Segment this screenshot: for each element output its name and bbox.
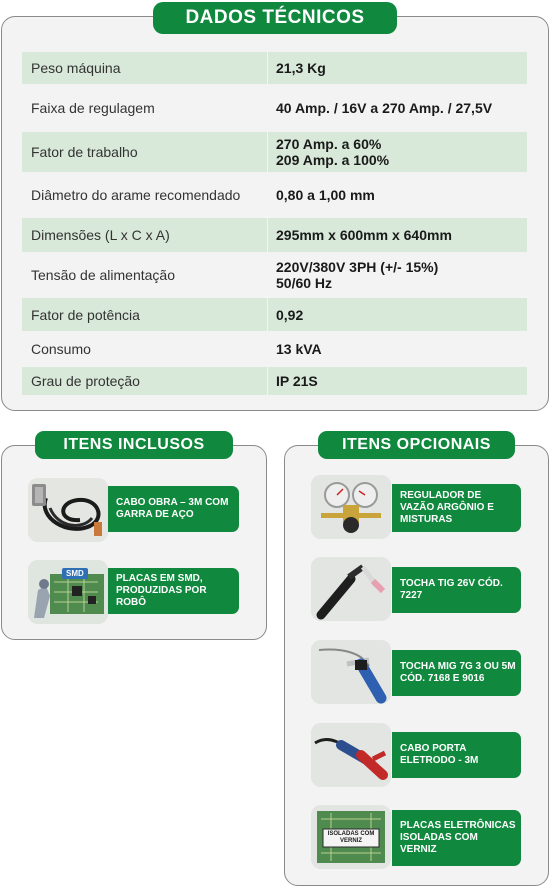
spec-label: Diâmetro do arame recomendado (31, 187, 241, 203)
varnish-badge: ISOLADAS COM VERNIZ (327, 831, 375, 844)
spec-value: 295mm x 600mm x 640mm (268, 218, 527, 252)
gas-regulator-icon (311, 475, 391, 539)
spec-label: Consumo (31, 341, 91, 357)
spec-value: 0,92 (268, 298, 527, 331)
spec-label: Fator de potência (22, 298, 267, 331)
specs-title: DADOS TÉCNICOS (153, 2, 397, 34)
optional-item-label: REGULADOR DE VAZÃO ARGÔNIO E MISTURAS (392, 484, 521, 532)
spec-value: 40 Amp. / 16V a 270 Amp. / 27,5V (276, 100, 493, 116)
spec-row-consumption (22, 333, 527, 365)
ground-clamp-cable-icon (28, 478, 108, 542)
spec-row-duty-cycle (22, 132, 527, 172)
optional-item-label: TOCHA TIG 26V CÓD. 7227 (392, 567, 521, 613)
spec-row-weight (22, 52, 527, 84)
spec-row-wire-diameter (22, 174, 527, 216)
optional-item-label: PLACAS ELETRÔNICAS ISOLADAS COM VERNIZ (392, 810, 521, 866)
spec-value: 13 kVA (276, 341, 322, 357)
varnished-board-icon (311, 805, 391, 869)
smd-badge: SMD (62, 568, 88, 579)
spec-row-protection (22, 367, 527, 395)
spec-label: Grau de proteção (22, 367, 267, 395)
spec-row-range (22, 86, 527, 130)
spec-label: Fator de trabalho (22, 132, 267, 172)
optional-item-label: CABO PORTA ELETRODO - 3M (392, 732, 521, 778)
included-item-label: CABO OBRA – 3M COM GARRA DE AÇO (108, 486, 239, 532)
tig-torch-icon (311, 557, 391, 621)
spec-label: Dimensões (L x C x A) (22, 218, 267, 252)
included-item-label: PLACAS EM SMD, PRODUZIDAS POR ROBÔ (108, 568, 239, 614)
spec-label: Peso máquina (22, 52, 267, 84)
electrode-holder-icon (311, 723, 391, 787)
mig-torch-icon (311, 640, 391, 704)
optional-item-label: TOCHA MIG 7G 3 OU 5M CÓD. 7168 E 9016 (392, 650, 521, 696)
spec-label: Tensão de alimentação (31, 267, 175, 283)
spec-value: 220V/380V 3PH (+/- 15%) 50/60 Hz (276, 259, 439, 291)
spec-value: 270 Amp. a 60% 209 Amp. a 100% (268, 132, 527, 172)
spec-row-dimensions (22, 218, 527, 252)
smd-board-icon (28, 560, 108, 624)
spec-value: 0,80 a 1,00 mm (276, 187, 375, 203)
optional-items-title: ITENS OPCIONAIS (318, 431, 515, 459)
spec-row-voltage (22, 254, 527, 296)
included-items-title: ITENS INCLUSOS (35, 431, 233, 459)
spec-label: Faixa de regulagem (31, 100, 155, 116)
spec-value: IP 21S (268, 367, 527, 395)
spec-row-power-factor (22, 298, 527, 331)
spec-value: 21,3 Kg (268, 52, 527, 84)
